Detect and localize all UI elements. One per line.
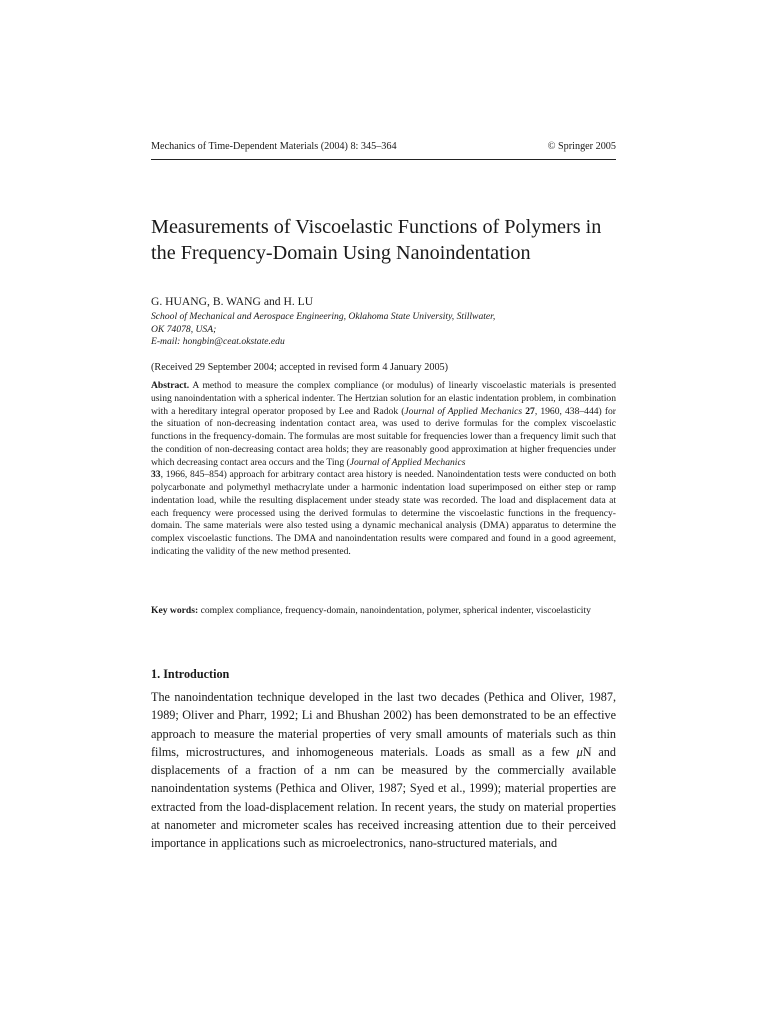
affiliation-line-1: School of Mechanical and Aerospace Engineering, Oklahoma State University, Stillwater, bbox=[151, 311, 496, 322]
section-heading-introduction: 1. Introduction bbox=[151, 667, 230, 681]
abstract-ref2-journal: Journal of Applied Mechanics bbox=[349, 456, 466, 468]
keywords-text: complex compliance, frequency-domain, nanoindentation, polymer, spherical indenter, viscoelasticity bbox=[198, 605, 591, 616]
keywords bbox=[151, 605, 616, 618]
introduction-text-1: The nanoindentation technique developed in the last two decades (Pethica and Oliver, 1987, 1989; Oliver and Pharr, 1992; Li and Bhushan 2002) has been demonstrated to be an effective approach to measure the material properties of very small amounts of materials such as thin films, microstructures, and inhomogeneous materials. Loads as small as a few bbox=[151, 690, 616, 759]
abstract-text-3: , 1966, 845–854) approach for arbitrary contact area history is needed. Nanoindentation tests were conducted on both polycarbonate and polymethyl methacrylate under a harmonic indentation load superimposed on either step or ramp indentation load, while the resulting displacement under steady state was recorded. The load and displacement data at each frequency were processed using the derived formulas to determine the viscoelastic functions in the frequency-domain. The same materials were also tested using a dynamic mechanical analysis (DMA) apparatus to determine the complex viscoelastic functions. The DMA and nanoindentation results were compared and found in a good agreement, indicating the validity of the new method presented. bbox=[151, 469, 616, 557]
introduction-paragraph bbox=[151, 688, 616, 853]
affiliation-email: E-mail: hongbin@ceat.okstate.edu bbox=[151, 336, 285, 347]
affiliation-line-2: OK 74078, USA; bbox=[151, 323, 217, 335]
affiliation bbox=[151, 311, 616, 349]
paper-title: Measurements of Viscoelastic Functions of Polymers in the Frequency-Domain Using Nanoindentation bbox=[151, 216, 602, 264]
keywords-label: Key words: bbox=[151, 605, 199, 616]
received-dates: (Received 29 September 2004; accepted in revised form 4 January 2005) bbox=[151, 362, 449, 373]
introduction-text-2: N and displacements of a fraction of a nm can be measured by the commercially available nanoindentation systems (Pethica and Oliver, 1987; Syed et al., 1999); material properties are extracted from the load-displacement relation. In recent years, the study on material properties at nanometer and micrometer scales has received increasing attention due to their perceived importance in applications such as microelectronics, nano-structured materials, and bbox=[151, 744, 616, 851]
abstract-ref2-volume: 33 bbox=[151, 469, 161, 481]
abstract-text-2: , 1960, 438–444) for the situation of non-decreasing indentation contact area, was used to derive formulas for the complex viscoelastic functions in the frequency-domain. The formulas are most suitable for frequencies lower than a frequency limit such that the condition of non-decreasing contact area holds; they are reasonably good approximation at higher frequencies under which decreasing contact area occurs and the Ting ( bbox=[151, 405, 617, 468]
abstract-ref1-volume: 27 bbox=[525, 405, 535, 417]
journal-citation: Mechanics of Time-Dependent Materials (2004) 8: 345–364 bbox=[151, 141, 397, 152]
author-list: G. HUANG, B. WANG and H. LU bbox=[151, 295, 314, 308]
abstract-label: Abstract. bbox=[151, 380, 190, 391]
publisher-copyright: © Springer 2005 bbox=[547, 141, 616, 152]
header-rule bbox=[151, 159, 616, 160]
abstract bbox=[151, 380, 616, 559]
mu-symbol: μ bbox=[576, 744, 583, 759]
abstract-text-1: A method to measure the complex compliance (or modulus) of linearly viscoelastic materials is presented using nanoindentation with a spherical indenter. The Hertzian solution for an elastic indentation problem, in combination with a hereditary integral operator proposed by Lee and Radok ( bbox=[151, 380, 616, 417]
abstract-ref1-journal: Journal of Applied Mechanics bbox=[404, 405, 523, 417]
running-head bbox=[151, 140, 616, 153]
